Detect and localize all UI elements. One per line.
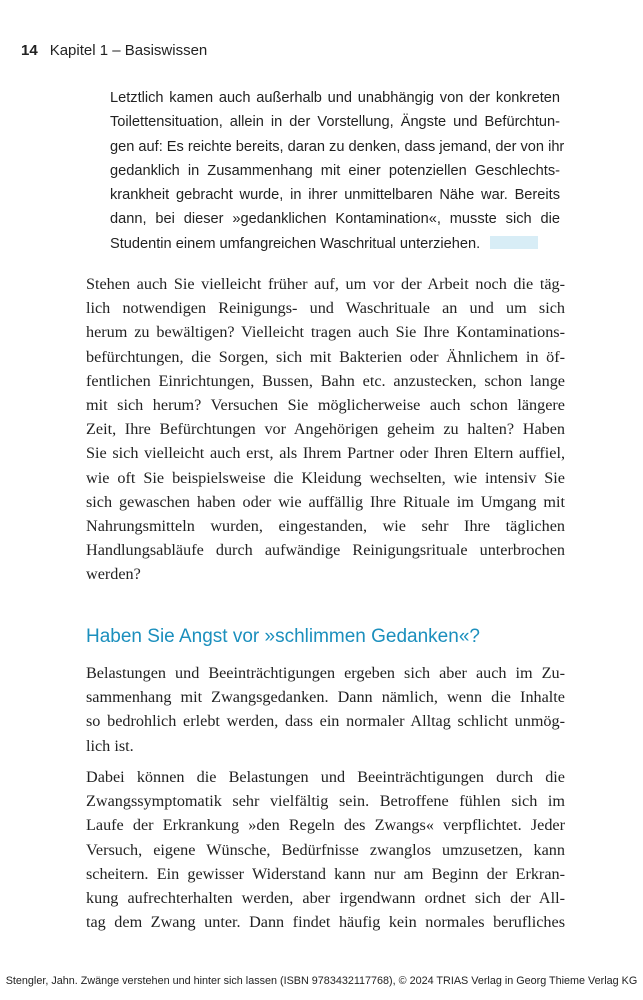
case-line-last <box>110 232 560 256</box>
text-line: Nahrungsmitteln wurden, eingestanden, wie sehr Ihre täglichen <box>86 516 565 535</box>
paragraph-2 <box>86 661 565 758</box>
text-line: so bedrohlich erlebt werden, dass ein normaler Alltag schlicht unmög- <box>86 712 565 731</box>
text-line: fentlichen Einrichtungen, Bussen, Bahn etc. anzustecken, schon lange <box>86 371 565 390</box>
case-line: krankheit gebracht wurde, in ihrer unmittelbaren Nähe war. Bereits <box>110 187 560 204</box>
text-line: Zwangssymptomatik sehr vielfältig sein. Betroffene fühlen sich im <box>86 792 565 811</box>
text-line: mit sich herum? Versuchen Sie möglicherweise auch schon längere <box>86 395 565 414</box>
case-line: gedanklich in Zusammenhang mit einer potenziellen Geschlechts- <box>110 162 560 179</box>
text-line: werden? <box>86 565 141 584</box>
text-line: Laufe der Erkrankung »den Regeln des Zwangs« verpflichtet. Jeder <box>86 816 565 835</box>
text-line: Handlungsabläufe durch aufwändige Reinigungsrituale unterbrochen <box>86 541 565 560</box>
text-line: wie oft Sie beispielsweise die Kleidung wechselten, wie intensiv Sie <box>86 468 565 487</box>
case-line: dann, bei dieser »gedanklichen Kontamination«, musste sich die <box>110 211 560 228</box>
text-line: herum zu bewältigen? Vielleicht tragen auch Sie Ihre Kontaminations- <box>86 323 565 342</box>
text-line: Sie sich vielleicht auch erst, als Ihrem Partner oder Ihren Eltern auffiel, <box>86 444 565 463</box>
text-line: Zeit, Ihre Befürchtungen vor Angehörigen geheim zu halten? Haben <box>86 420 565 439</box>
case-line: Studentin einem umfangreichen Waschritual unterziehen. <box>110 235 481 252</box>
text-line: sich gewaschen haben oder wie auffällig Ihre Rituale im Umgang mit <box>86 492 565 511</box>
text-line: Versuch, eigene Wünsche, Bedürfnisse zwanglos umzusetzen, kann <box>86 840 565 859</box>
chapter-title: Kapitel 1 – Basiswissen <box>49 42 208 59</box>
section-heading: Haben Sie Angst vor »schlimmen Gedanken«? <box>86 626 480 647</box>
text-line: Belastungen und Beeinträchtigungen ergeben sich aber auch im Zu- <box>86 664 565 682</box>
case-line: Toilettensituation, allein in der Vorstellung, Ängste und Befürchtun- <box>110 114 560 131</box>
end-marker <box>490 236 538 249</box>
case-example-box <box>110 86 565 256</box>
text-line: scheitern. Ein gewisser Widerstand kann nur am Beginn der Erkran- <box>86 864 565 883</box>
text-line: kung aufrechterhalten werden, aber irgendwann ordnet sich der All- <box>86 888 565 907</box>
text-line: befürchtungen, die Sorgen, sich mit Bakterien oder Ähnlichem in öf- <box>86 347 565 366</box>
paragraph-3 <box>86 765 565 934</box>
text-line: tag dem Zwang unter. Dann findet häufig kein normales berufliches <box>86 913 565 932</box>
case-line: gen auf: Es reichte bereits, daran zu denken, dass jemand, der von ihr <box>110 138 565 155</box>
text-line: Dabei können die Belastungen und Beeinträchtigungen durch die <box>86 768 565 786</box>
paragraph-1 <box>86 272 565 586</box>
text-line: lich notwendigen Reinigungs- und Waschrituale an und um sich <box>86 299 565 318</box>
case-line: Letztlich kamen auch außerhalb und unabhängig von der konkreten <box>110 90 560 106</box>
text-line: Stehen auch Sie vielleicht früher auf, um vor der Arbeit noch die täg- <box>86 275 565 293</box>
running-header <box>21 41 207 61</box>
page-number: 14 <box>21 42 38 59</box>
copyright-footer: Stengler, Jahn. Zwänge verstehen und hinter sich lassen (ISBN 9783432117768), © 2024 TRIAS Verlag in Georg Thieme Verlag KG <box>5 975 638 987</box>
text-line: lich ist. <box>86 736 134 755</box>
text-line: sammenhang mit Zwangsgedanken. Dann nämlich, wenn die Inhalte <box>86 688 565 707</box>
